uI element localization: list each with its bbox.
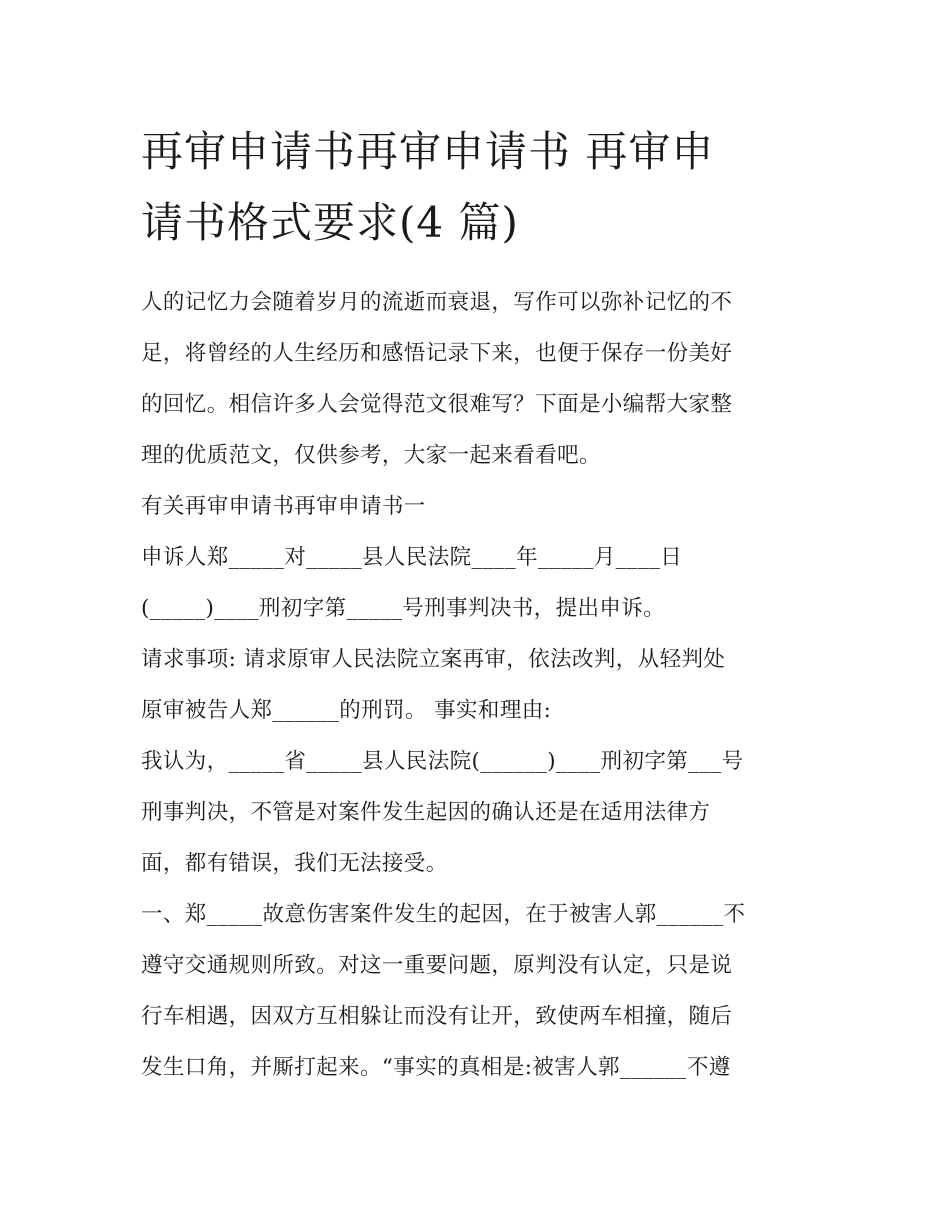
body-line-4: 理的优质范文，仅供参考，大家一起来看看吧。: [141, 443, 601, 468]
body-line-10: 我认为，_____省_____县人民法院(______)____刑初字第___号: [141, 749, 744, 774]
body-line-6: 申诉人郑_____对_____县人民法院____年_____月____日: [141, 545, 683, 570]
document-title: [141, 116, 831, 258]
title-line-2: 请书格式要求(4 篇): [141, 198, 519, 247]
body-line-16: 发生口角，并厮打起来。“事实的真相是:被害人郭______不遵: [141, 1055, 731, 1080]
body-line-11: 刑事判决，不管是对案件发生起因的确认还是在适用法律方: [141, 800, 711, 825]
body-line-12: 面，都有错误，我们无法接受。: [141, 851, 448, 876]
body-line-3: 的回忆。相信许多人会觉得范文很难写？下面是小编帮大家整: [141, 392, 733, 417]
body-line-1: 人的记忆力会随着岁月的流逝而衰退，写作可以弥补记忆的不: [141, 290, 733, 315]
body-line-8: 请求事项: 请求原审人民法院立案再审，依法改判，从轻判处: [141, 647, 726, 672]
body-line-7: (_____)____刑初字第_____号刑事判决书，提出申诉。: [141, 596, 666, 621]
body-line-13: 一、郑_____故意伤害案件发生的起因，在于被害人郭______不: [141, 902, 746, 927]
body-line-9: 原审被告人郑______的刑罚。 事实和理由:: [141, 698, 552, 723]
document-body: [141, 277, 831, 1093]
body-line-2: 足，将曾经的人生经历和感悟记录下来，也便于保存一份美好: [141, 341, 733, 366]
section-heading: 有关再审申请书再审申请书一: [141, 494, 426, 519]
body-line-14: 遵守交通规则所致。对这一重要问题，原判没有认定，只是说: [141, 953, 733, 978]
body-line-15: 行车相遇，因双方互相躲让而没有让开，致使两车相撞，随后: [141, 1004, 733, 1029]
title-line-1: 再审申请书再审申请书 再审申: [141, 127, 715, 176]
